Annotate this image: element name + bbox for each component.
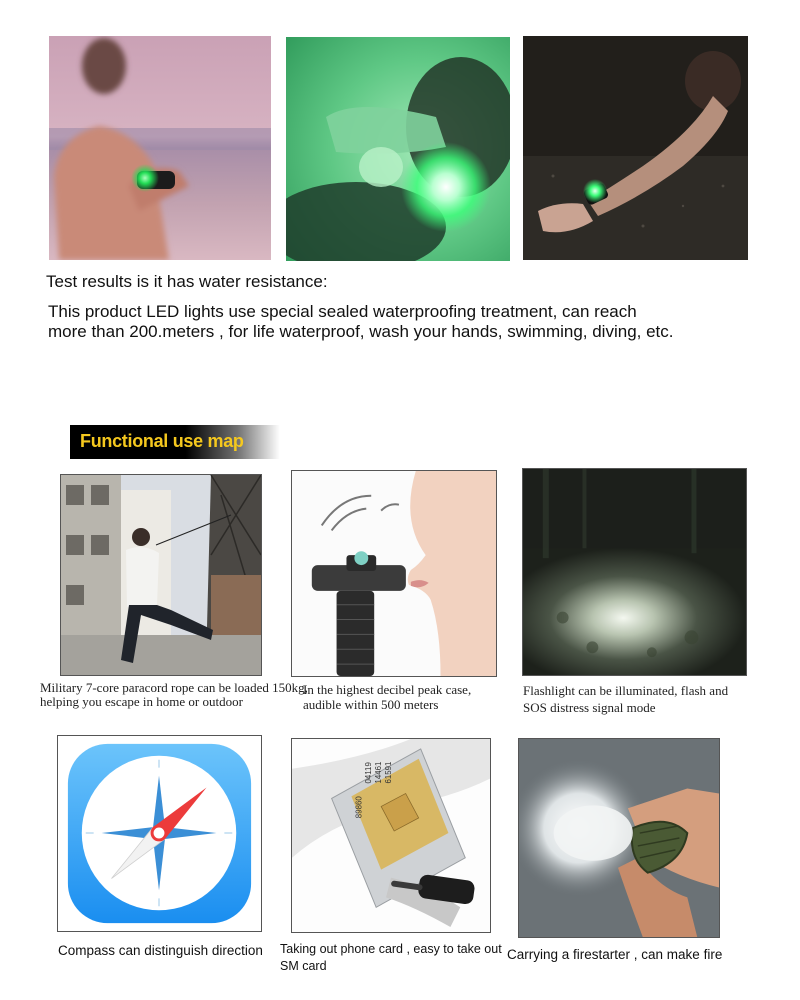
sim-card-number-4: 61591 bbox=[383, 761, 394, 784]
flashlight-caption-line-2: SOS distress signal mode bbox=[523, 700, 656, 715]
whistle-caption-line-2: audible within 500 meters bbox=[303, 697, 439, 712]
compass-caption: Compass can distinguish direction bbox=[58, 943, 263, 958]
whistle-caption-line-1: In the highest decibel peak case, bbox=[303, 682, 472, 697]
functional-banner bbox=[70, 425, 280, 459]
firestarter-photo bbox=[518, 738, 720, 938]
sim-card-number-1: 89860 bbox=[354, 796, 364, 819]
whistle-photo bbox=[291, 470, 497, 677]
water-body-line-1: This product LED lights use special sealed waterproofing treatment, can reach bbox=[48, 302, 637, 321]
paracord-caption-line-2: helping you escape in home or outdoor bbox=[40, 694, 243, 709]
paracord-caption-line-1: Military 7-core paracord rope can be loaded 150kg, bbox=[40, 680, 308, 695]
phonecard-caption-line-1: Taking out phone card , easy to take out bbox=[280, 942, 502, 956]
phonecard-photo bbox=[291, 738, 491, 933]
beach-led-photo bbox=[49, 36, 271, 260]
flashlight-photo bbox=[522, 468, 747, 676]
compass-photo bbox=[57, 735, 262, 932]
water-body-line-2: more than 200.meters , for life waterproof, wash your hands, swimming, diving, etc. bbox=[48, 322, 674, 341]
flashlight-caption-line-1: Flashlight can be illuminated, flash and bbox=[523, 683, 729, 698]
led-closeup-photo bbox=[286, 37, 510, 261]
water-heading: Test results is it has water resistance: bbox=[46, 272, 328, 291]
sim-card-number-2: 04119 bbox=[364, 762, 374, 784]
firestarter-caption: Carrying a firestarter , can make fire bbox=[507, 947, 723, 962]
phonecard-caption-line-2: SM card bbox=[280, 959, 327, 973]
swimming-photo bbox=[523, 36, 748, 260]
functional-banner-title: Functional use map bbox=[80, 431, 244, 451]
paracord-photo bbox=[60, 474, 262, 676]
sim-card-number-3: 14461 bbox=[374, 761, 384, 784]
